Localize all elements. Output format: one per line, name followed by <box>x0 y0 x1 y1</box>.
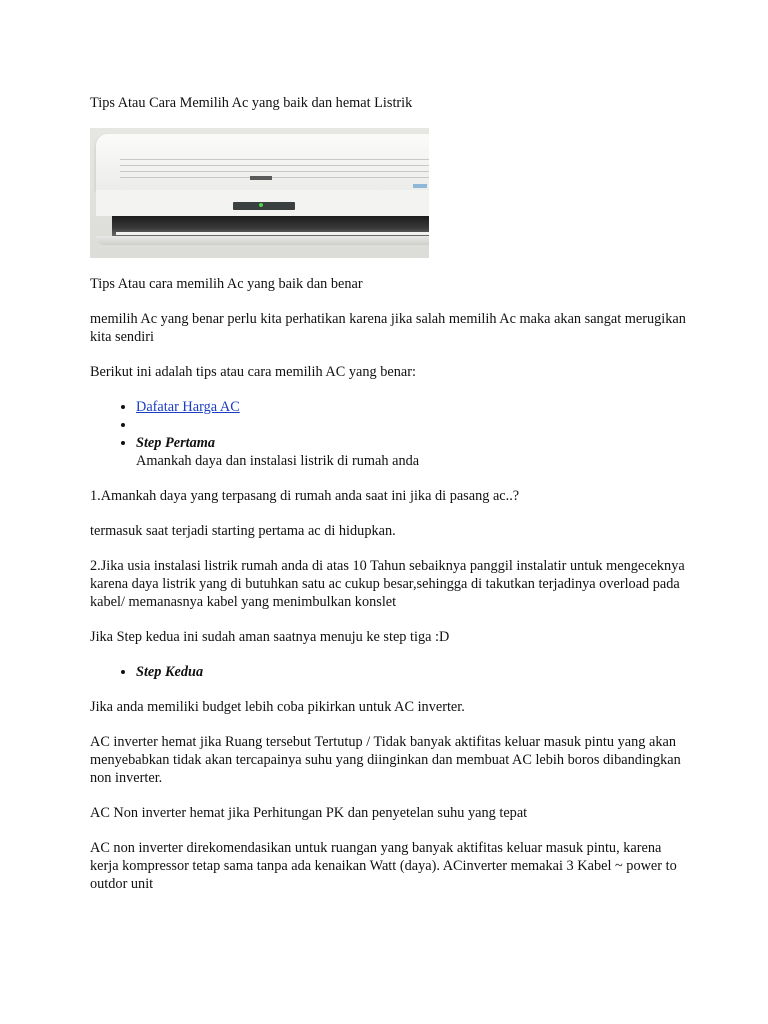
paragraph-step-three: Jika Step kedua ini sudah aman saatnya menuju ke step tiga :D <box>90 629 450 645</box>
step-two-list <box>90 663 690 681</box>
ac-grille-line <box>120 171 429 172</box>
price-list-link[interactable]: Dafatar Harga AC <box>136 399 240 415</box>
ac-display-panel <box>233 202 295 210</box>
ac-grille-line <box>120 177 429 178</box>
paragraph-non-inverter: AC Non inverter hemat jika Perhitungan PK dan penyetelan suhu yang tepat <box>90 805 528 821</box>
ac-model-badge <box>413 184 427 188</box>
list-item <box>136 398 690 416</box>
step-two-heading: Step Kedua <box>136 664 204 680</box>
ac-louver-blade <box>116 232 429 235</box>
paragraph-power-check: 1.Amankah daya yang terpasang di rumah anda saat ini jika di pasang ac..? <box>90 488 520 504</box>
intro-paragraph: memilih Ac yang benar perlu kita perhatikan karena jika salah memilih Ac maka akan sangat merugikan kita sendiri <box>90 311 686 345</box>
step-one-description: Amankah daya dan instalasi listrik di rumah anda <box>136 453 420 469</box>
paragraph-budget: Jika anda memiliki budget lebih coba pikirkan untuk AC inverter. <box>90 699 465 715</box>
paragraph-starting: termasuk saat terjadi starting pertama ac di hidupkan. <box>90 523 396 539</box>
tips-list <box>90 398 690 470</box>
lead-paragraph: Berikut ini adalah tips atau cara memilih AC yang benar: <box>90 364 416 380</box>
list-item <box>136 434 690 470</box>
article-subtitle: Tips Atau cara memilih Ac yang baik dan benar <box>90 276 363 292</box>
list-item <box>136 663 690 681</box>
article-title: Tips Atau Cara Memilih Ac yang baik dan hemat Listrik <box>90 95 413 111</box>
paragraph-recommendation: AC non inverter direkomendasikan untuk ruangan yang banyak aktifitas keluar masuk pintu, karena kerja kompressor tetap sama tanpa ada kenaikan Watt (daya). ACinverter memakai 3 Kabel ~ power to outdor unit <box>90 840 677 892</box>
ac-grille-line <box>120 165 429 166</box>
paragraph-installation-age: 2.Jika usia instalasi listrik rumah anda di atas 10 Tahun sebaiknya panggil instalatir untuk mengeceknya karena daya listrik yang di butuhkan satu ac cukup besar,sehingga di takutkan terjadinya overload pada kabel/ memanasnya kabel yang menimbulkan konslet <box>90 558 685 610</box>
ac-grille-line <box>120 159 429 160</box>
ac-bottom-panel <box>96 236 429 245</box>
step-one-heading: Step Pertama <box>136 435 216 451</box>
ac-power-led-icon <box>259 203 263 207</box>
ac-brand-logo <box>250 176 272 180</box>
air-conditioner-image <box>90 128 429 258</box>
paragraph-inverter: AC inverter hemat jika Ruang tersebut Tertutup / Tidak banyak aktifitas keluar masuk pintu yang akan menyebabkan tidak akan tercapainya suhu yang diinginkan dan membuat AC lebih boros dibandingkan non inverter. <box>90 734 681 786</box>
ac-top-panel <box>96 134 429 190</box>
article-body <box>90 94 690 910</box>
list-item-empty <box>136 416 690 434</box>
